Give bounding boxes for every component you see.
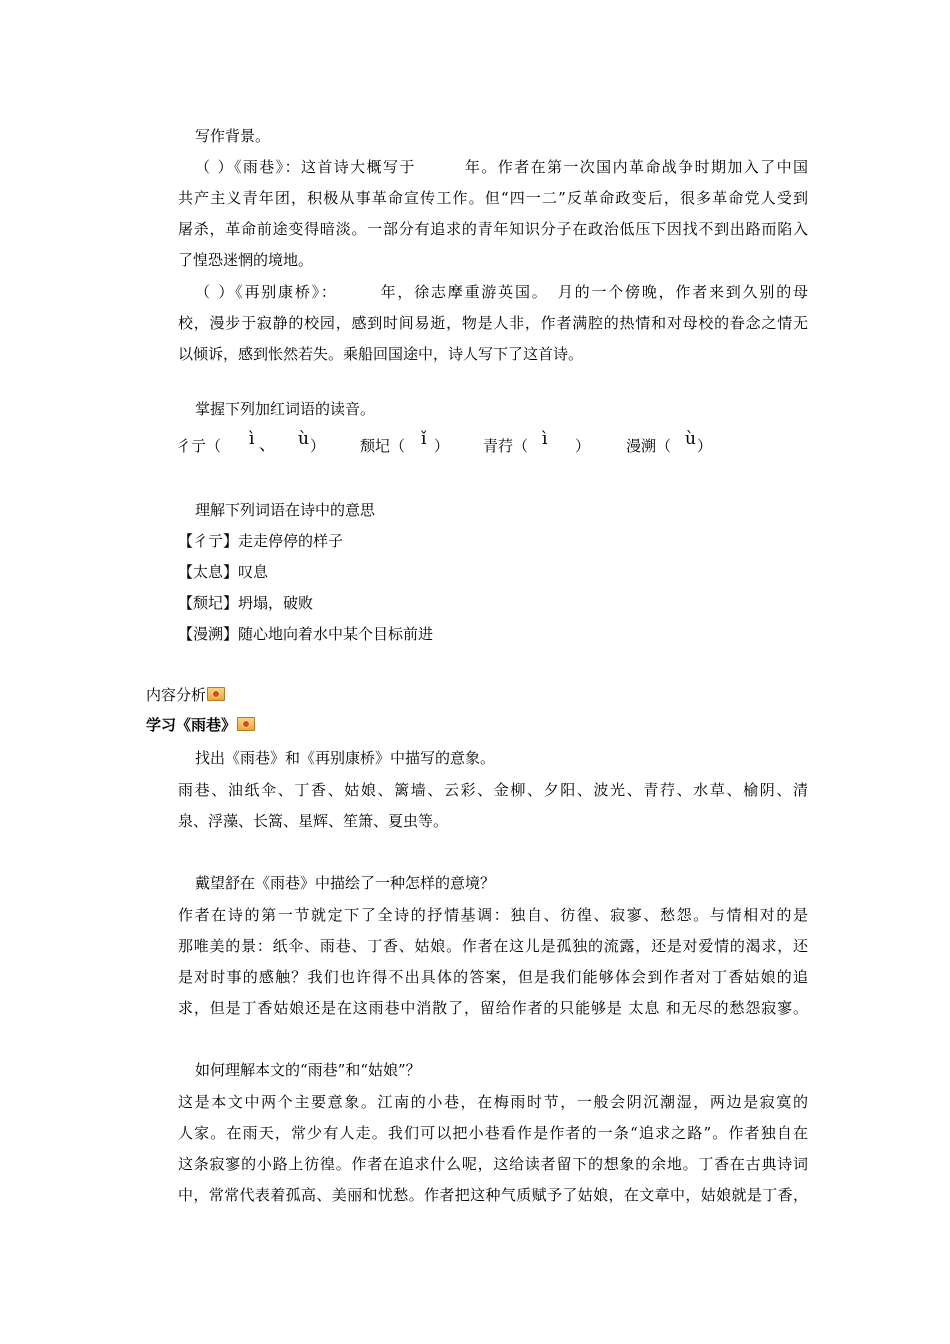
kangqiao-background-line: 校，漫步于寂静的校园，感到时间易逝，物是人非，作者满腔的热情和对母校的眷念之情无 <box>178 314 808 332</box>
background-label: 写作背景。 <box>195 127 271 145</box>
answer-line: 那唯美的景：纸伞、雨巷、丁香、姑娘。作者在这儿是孤独的流露，还是对爱情的渴求，还 <box>178 937 808 955</box>
question-imagery: 找出《雨巷》和《再别康桥》中描写的意象。 <box>195 749 496 767</box>
question-understanding: 如何理解本文的“雨巷”和“姑娘”？ <box>195 1061 421 1079</box>
section-heading-text: 内容分析 <box>146 686 207 704</box>
answer-line: 这条寂寥的小路上彷徨。作者在追求什么呢，这给读者留下的想象的余地。丁香在古典诗词 <box>178 1155 808 1173</box>
pronunciation-close: ） <box>575 437 591 455</box>
pronunciation-close: ） <box>697 437 713 455</box>
pronunciation-word: 漫溯（ <box>626 437 672 455</box>
answer-line: 求，但是丁香姑娘还是在这雨巷中消散了，留给作者的只能够是 太息 和无尽的愁怨寂寥。 <box>178 999 808 1017</box>
pinyin-mark: ǐ <box>421 429 427 449</box>
answer-line: 这是本文中两个主要意象。江南的小巷，在梅雨时节，一般会阴沉潮湿，两边是寂寞的 <box>178 1093 808 1111</box>
answer-line: 是对时事的感触？我们也许得不出具体的答案，但是我们能够体会到作者对丁香姑娘的追 <box>178 968 808 986</box>
meaning-label: 理解下列词语在诗中的意思 <box>195 501 376 519</box>
pinyin-mark: ì <box>249 429 255 449</box>
pronunciation-list <box>0 430 950 460</box>
pinyin-mark: ù <box>685 429 696 449</box>
yuxiang-background-line: （ ）《雨巷》：这首诗大概写于 年。作者在第一次国内革命战争时期加入了中国 <box>195 158 808 176</box>
pinyin-separator: 、 <box>259 435 276 455</box>
kangqiao-background-line: （ ）《再别康桥》： 年，徐志摩重游英国。 月的一个傍晚，作者来到久别的母 <box>195 283 808 301</box>
yuxiang-background-line: 共产主义青年团，积极从事革命宣传工作。但“四一二”反革命政变后，很多革命党人受到 <box>178 189 808 207</box>
pronunciation-label: 掌握下列加红词语的读音。 <box>195 400 376 418</box>
answer-line: 中，常常代表着孤高、美丽和忧愁。作者把这种气质赋予了姑娘，在文章中，姑娘就是丁香， <box>178 1186 808 1204</box>
subsection-heading <box>146 715 255 735</box>
answer-line: 作者在诗的第一节就定下了全诗的抒情基调：独自、彷徨、寂寥、愁怨。与情相对的是 <box>178 906 808 924</box>
pronunciation-word: 青荇（ <box>483 437 529 455</box>
pinyin-mark: ì <box>542 429 548 449</box>
answer-line: 泉、浮藻、长篙、星辉、笙箫、夏虫等。 <box>178 812 449 830</box>
yuxiang-background-line: 了惶恐迷惘的境地。 <box>178 251 314 269</box>
meaning-item: 【颓圮】坍塌，破败 <box>178 594 314 612</box>
pronunciation-word: 颓圮（ <box>360 437 406 455</box>
meaning-item: 【太息】叹息 <box>178 563 269 581</box>
pronunciation-word: 彳亍（ <box>176 437 222 455</box>
meaning-item: 【彳亍】走走停停的样子 <box>178 532 344 550</box>
pinyin-mark: ù <box>298 429 309 449</box>
answer-line: 雨巷、油纸伞、丁香、姑娘、篱墙、云彩、金柳、夕阳、波光、青荇、水草、榆阴、清 <box>178 781 808 799</box>
kangqiao-background-line: 以倾诉，感到怅然若失。乘船回国途中，诗人写下了这首诗。 <box>178 345 584 363</box>
subsection-heading-text: 学习《雨巷》 <box>146 716 237 734</box>
yuxiang-background-line: 屠杀，革命前途变得暗淡。一部分有追求的青年知识分子在政治低压下因找不到出路而陷入 <box>178 220 808 238</box>
section-heading <box>146 685 225 705</box>
meaning-item: 【漫溯】随心地向着水中某个目标前进 <box>178 625 434 643</box>
question-mood: 戴望舒在《雨巷》中描绘了一种怎样的意境？ <box>195 874 496 892</box>
pronunciation-close: ） <box>434 437 450 455</box>
folder-icon[interactable] <box>207 687 225 701</box>
folder-icon[interactable] <box>237 717 255 731</box>
answer-line: 人家。在雨天，常少有人走。我们可以把小巷看作是作者的一条“追求之路”。作者独自在 <box>178 1124 808 1142</box>
pronunciation-close: ） <box>310 437 326 455</box>
